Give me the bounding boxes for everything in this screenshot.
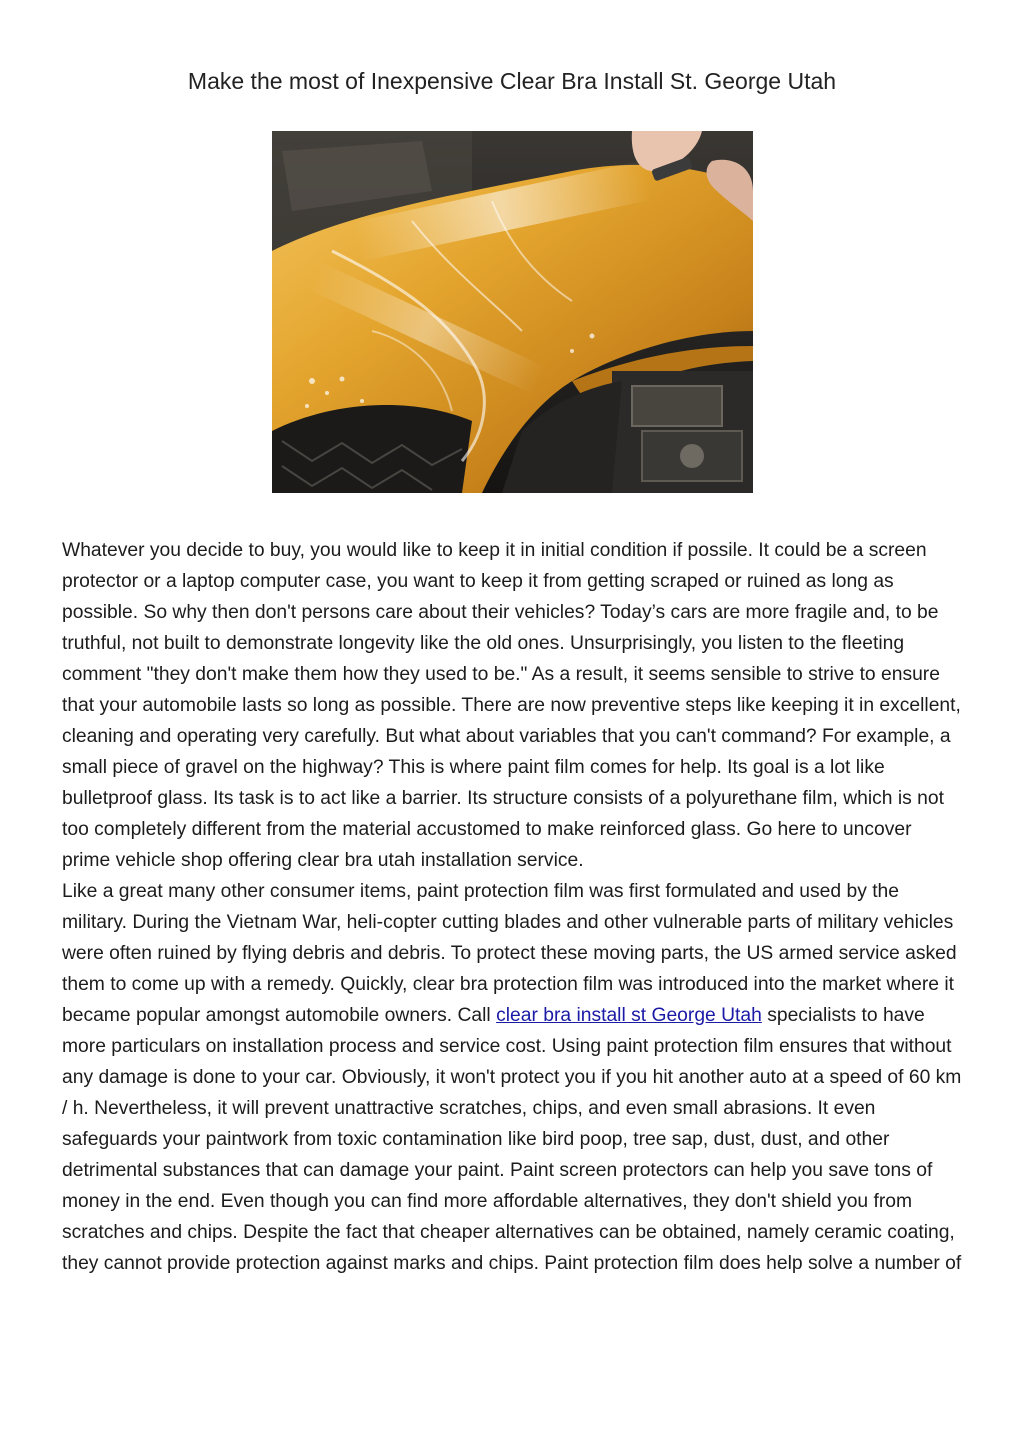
paragraph-2-intro: Like a great many other consumer items, paint protection film was first formulated and used by the military. During the Vietnam War, heli-copter cutting blades and other vulnerable parts of military vehicles were often ruined by flying debris and debris. To protect these moving parts, the US armed service asked them to come up with a remedy. Quickly, clear bra protection film was introduced into the market where it became popular amongst automobile owners. Call xyxy=(62,881,957,1026)
paragraph-2-rest: specialists to have more particulars on installation process and service cost. Using paint protection film ensures that without any damage is done to your car. Obviously, it won't protect you if you hit another auto at a speed of 60 km / h. Nevertheless, it will prevent unattractive scratches, chips, and even small abrasions. It even safeguards your paintwork from toxic contamination like bird poop, tree sap, dust, dust, and other detrimental substances that can damage your paint. Paint screen protectors can help you save tons of money in the end. Even though you can find more affordable alternatives, they don't shield you from scratches and chips. Despite the fact that cheaper alternatives can be obtained, namely ceramic coating, they cannot provide protection against marks and chips. Paint protection film does help solve a number of xyxy=(62,1005,962,1274)
hero-image xyxy=(272,131,753,493)
clear-bra-install-link[interactable]: clear bra install st George Utah xyxy=(496,1005,762,1026)
paragraph-2 xyxy=(62,876,962,1279)
page-title: Make the most of Inexpensive Clear Bra Install St. George Utah xyxy=(187,68,837,94)
car-film-illustration xyxy=(272,131,753,493)
paragraph-1: Whatever you decide to buy, you would like to keep it in initial condition if possile. It could be a screen protector or a laptop computer case, you want to keep it from getting scraped or ruined as long as possible. So why then don't persons care about their vehicles? Today’s cars are more fragile and, to be truthful, not built to demonstrate longevity like the old ones. Unsurprisingly, you listen to the fleeting comment "they don't make them how they used to be." As a result, it seems sensible to strive to ensure that your automobile lasts so long as possible. There are now preventive steps like keeping it in excellent, cleaning and operating very carefully. But what about variables that you can't command? For example, a small piece of gravel on the highway? This is where paint film comes for help. Its goal is a lot like bulletproof glass. Its task is to act like a barrier. Its structure consists of a polyurethane film, which is not too completely different from the material accustomed to make reinforced glass. Go here to uncover prime vehicle shop offering clear bra utah installation service. xyxy=(62,540,961,871)
article-body xyxy=(62,535,962,1279)
